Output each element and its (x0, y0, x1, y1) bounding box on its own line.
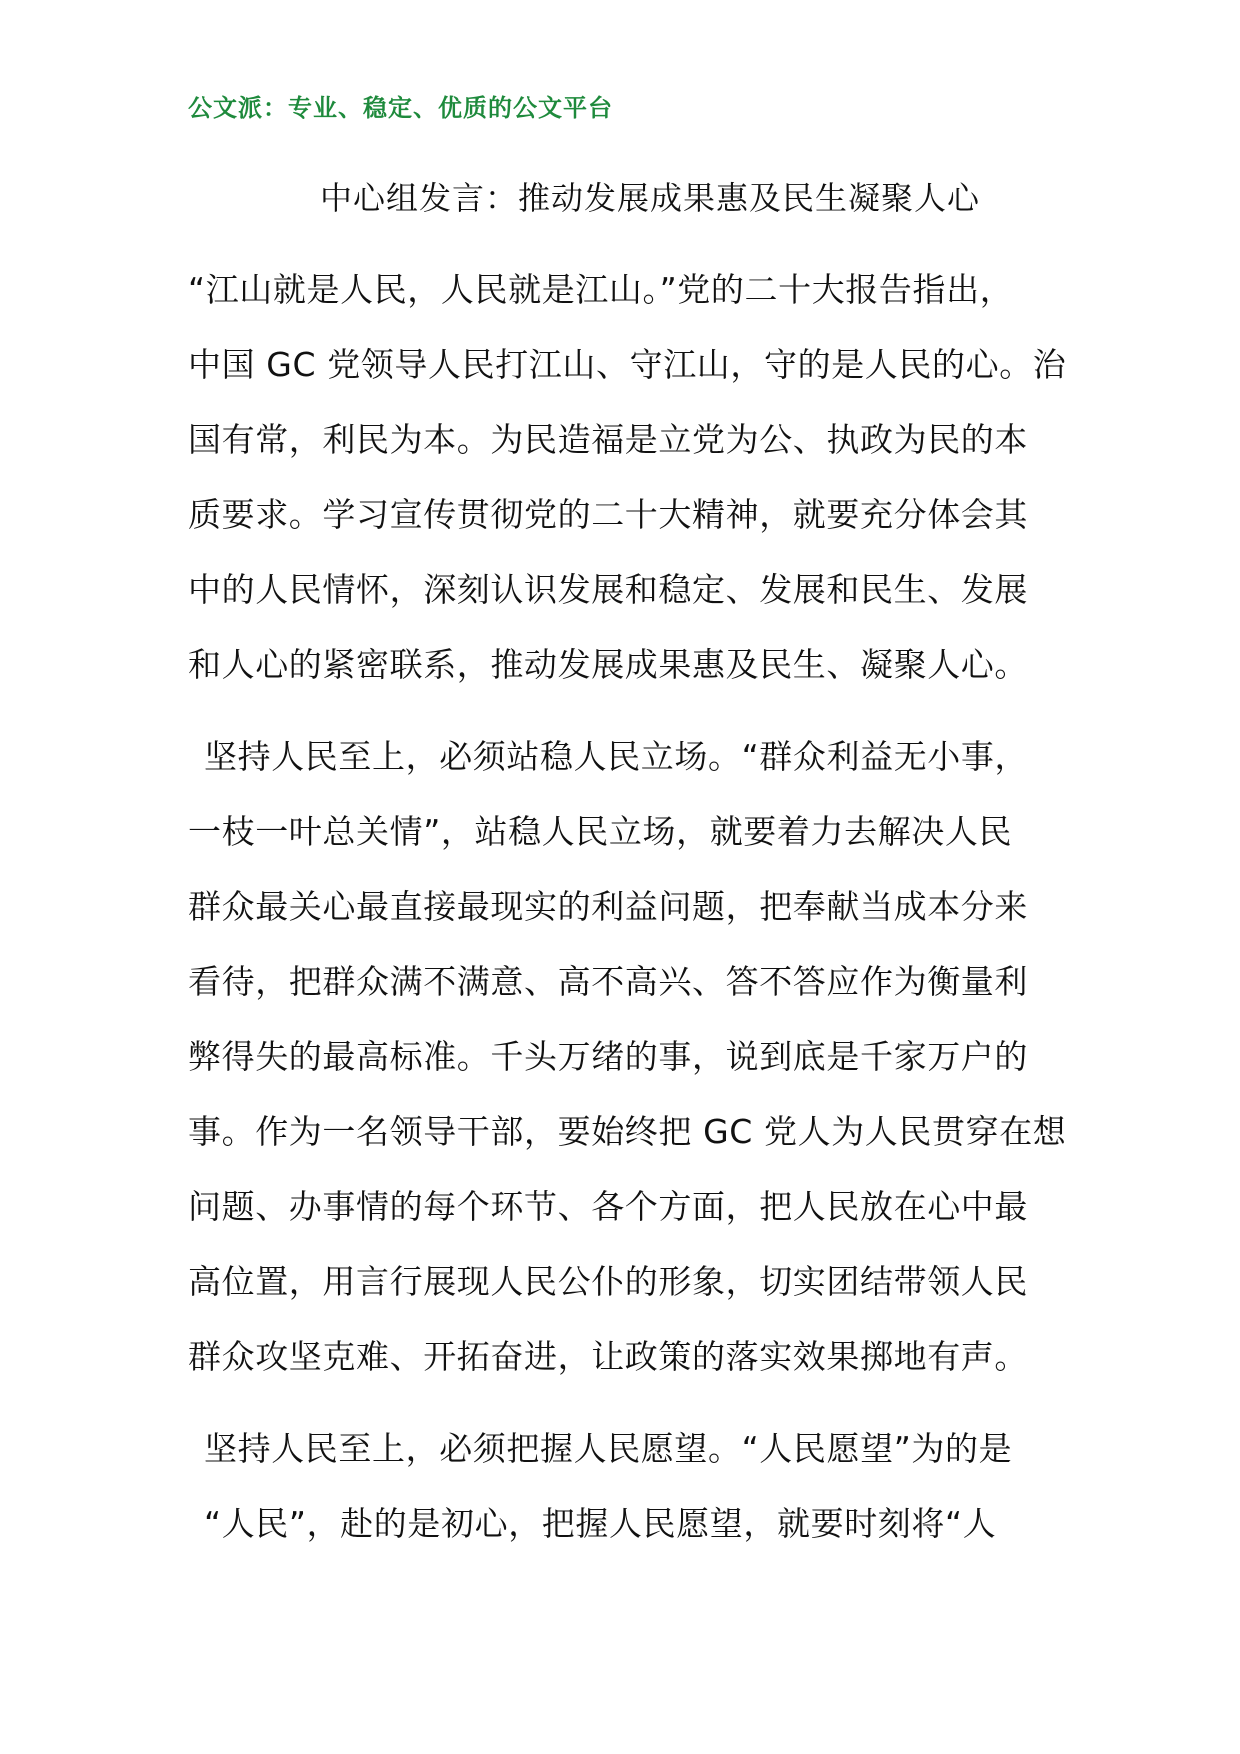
body-line: 坚持人民至上，必须把握人民愿望。“人民愿望”为的是 (204, 1429, 1013, 1468)
document-title: 中心组发言：推动发展成果惠及民生凝聚人心 (320, 179, 981, 217)
body-line: 国有常，利民为本。为民造福是立党为公、执政为民的本 (188, 420, 1028, 459)
body-line: “人民”，赴的是初心，把握人民愿望，就要时刻将“人 (204, 1504, 997, 1543)
body-line: 弊得失的最高标准。千头万绪的事，说到底是千家万户的 (188, 1037, 1028, 1076)
body-line: 群众最关心最直接最现实的利益问题，把奉献当成本分来 (188, 887, 1028, 926)
body-line: 坚持人民至上，必须站稳人民立场。“群众利益无小事， (204, 737, 1029, 776)
body-line: 事。作为一名领导干部，要始终把 GC 党人为人民贯穿在想 (188, 1112, 1067, 1151)
body-line: 中的人民情怀，深刻认识发展和稳定、发展和民生、发展 (188, 570, 1028, 609)
body-line: 质要求。学习宣传贯彻党的二十大精神，就要充分体会其 (188, 495, 1028, 534)
body-line: 群众攻坚克难、开拓奋进，让政策的落实效果掷地有声。 (188, 1337, 1028, 1376)
body-line: 看待，把群众满不满意、高不高兴、答不答应作为衡量利 (188, 962, 1028, 1001)
body-line: 高位置，用言行展现人民公仆的形象，切实团结带领人民 (188, 1262, 1028, 1301)
header-brand: 公文派：专业、稳定、优质的公文平台 (188, 94, 613, 122)
body-line: 中国 GC 党领导人民打江山、守江山，守的是人民的心。治 (188, 345, 1067, 384)
body-line: 问题、办事情的每个环节、各个方面，把人民放在心中最 (188, 1187, 1028, 1226)
body-line: 一枝一叶总关情”，站稳人民立场，就要着力去解决人民 (188, 812, 1013, 851)
body-line: 和人心的紧密联系，推动发展成果惠及民生、凝聚人心。 (188, 645, 1028, 684)
body-line: “江山就是人民，人民就是江山。”党的二十大报告指出， (188, 270, 1014, 309)
